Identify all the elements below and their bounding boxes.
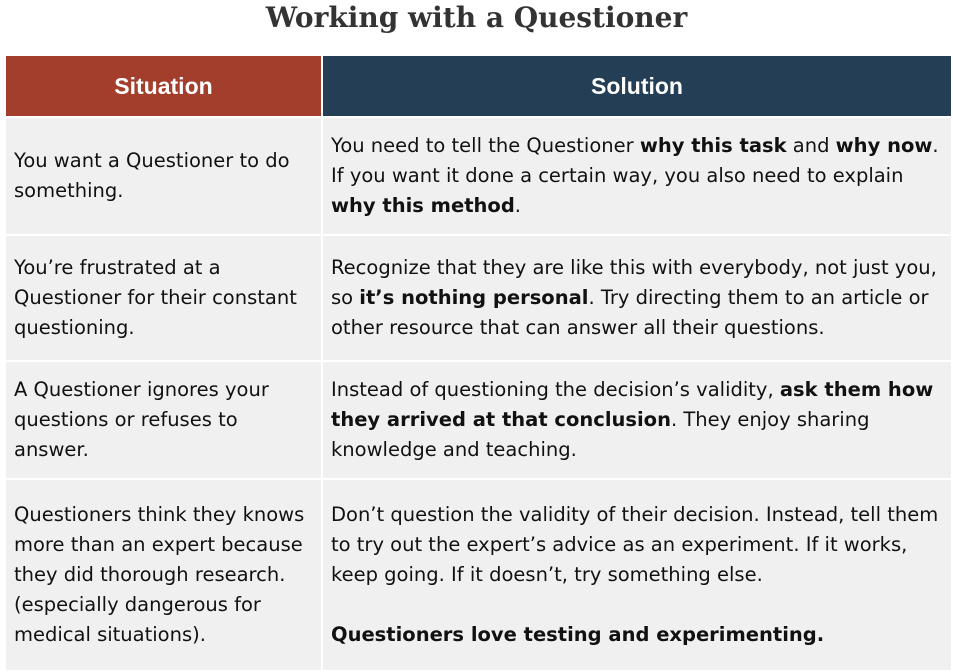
table-row (6, 234, 951, 360)
situation-cell: Questioners think they knows more than an expert because they did thorough research. (especially dangerous for medical situations). (6, 478, 323, 670)
solution-cell (323, 360, 951, 478)
table-row (6, 116, 951, 234)
header-solution: Solution (323, 56, 951, 116)
solution-cell (323, 478, 951, 670)
solution-emphasis: it’s nothing personal (359, 286, 589, 309)
solution-text: . (514, 194, 521, 217)
solution-cell (323, 234, 951, 360)
paragraph-gap (331, 590, 943, 620)
solution-emphasis: why this task (639, 134, 787, 157)
page-title: Working with a Questioner (265, 1, 688, 34)
solution-text: . They enjoy sharing knowledge and teaching. (331, 408, 870, 461)
situation-cell: A Questioner ignores your questions or refuses to answer. (6, 360, 323, 478)
solution-text: . Try directing them to an article or other resource that can answer all their questions. (331, 286, 929, 339)
solution-emphasis: why now (835, 134, 933, 157)
table-header-row (6, 56, 951, 116)
solution-text: and (786, 134, 836, 157)
table-row (6, 478, 951, 670)
solution-text: . If you want it done a certain way, you also need to explain (331, 134, 939, 187)
solution-emphasis: ask them how they arrived at that conclusion (331, 378, 934, 431)
situation-solution-table (6, 56, 951, 670)
solution-text: Recognize that they are like this with everybody, not just you, so (331, 256, 937, 309)
solution-emphasis: why this method (331, 194, 515, 217)
solution-cell (323, 116, 951, 234)
solution-text: Instead of questioning the decision’s validity, (331, 378, 780, 401)
header-situation: Situation (6, 56, 323, 116)
table-row (6, 360, 951, 478)
situation-cell: You want a Questioner to do something. (6, 116, 323, 234)
solution-text: You need to tell the Questioner (331, 134, 640, 157)
solution-emphasis: Questioners love testing and experimenting. (331, 623, 825, 646)
situation-cell: You’re frustrated at a Questioner for their constant questioning. (6, 234, 323, 360)
solution-text: Don’t question the validity of their decision. Instead, tell them to try out the expert’s advice as an experiment. If it works, keep going. If it doesn’t, try something else. (331, 503, 939, 586)
